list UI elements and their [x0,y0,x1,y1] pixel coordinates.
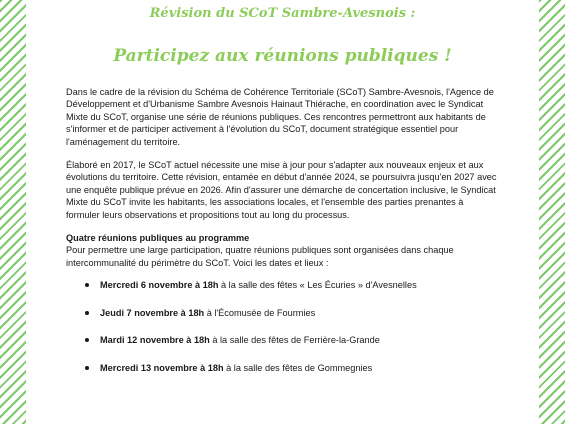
list-item [66,307,499,319]
intro-paragraph-2: Élaboré en 2017, le SCoT actuel nécessite une mise à jour pour s'adapter aux nouveaux enjeux et aux évolutions du territoire. Cette révision, entamée en début d'année 2024, se poursuivra jusqu'en 2027 avec une enquête publique prévue en 2026. Afin d'assurer une démarche de concertation inclusive, le Syndicat Mixte du SCoT invite les habitants, les associations locales, et l'ensemble des parties prenantes à formuler leurs observations et propositions tout au long du processus. [66,160,497,220]
list-item [66,334,499,346]
left-decorative-stripe [0,0,26,424]
meeting-date: Mercredi 13 novembre à 18h [100,362,224,373]
list-item [66,279,499,291]
meeting-place: à la salle des fêtes « Les Écuries » d'Avesnelles [218,280,417,291]
document-subtitle: Participez aux réunions publiques ! [113,46,452,66]
meeting-date: Jeudi 7 novembre à 18h [100,307,205,318]
meeting-place: à l'Écomusée de Fourmies [204,307,316,318]
right-decorative-stripe [539,0,565,424]
intro-paragraph-1: Dans le cadre de la révision du Schéma de Cohérence Territoriale (SCoT) Sambre-Avesnois, l'Agence de Développement et d'Urbanisme Sambre Avesnois Hainaut Thiérache, en coordination avec le Syndicat Mixte du SCoT, organise une série de réunions publiques. Ces rencontres permettront aux habitants de s'informer et de participer activement à l'évolution du SCoT, document stratégique essentiel pour l'aménagement du territoire. [66,87,494,147]
meeting-place: à la salle des fêtes de Ferrière-la-Grande [209,335,380,346]
list-item [66,362,499,374]
meetings-intro: Pour permettre une large participation, quatre réunions publiques sont organisées dans chaque intercommunalité du périmètre du SCoT. Voici les dates et lieux : [66,245,454,268]
meeting-date: Mercredi 6 novembre à 18h [100,280,219,291]
document-title: Révision du SCoT Sambre-Avesnois : [149,6,416,21]
document-body [66,86,499,389]
meetings-section-title: Quatre réunions publiques au programme [66,233,250,244]
meetings-list [66,279,499,374]
document-page [66,0,499,424]
meeting-date: Mardi 12 novembre à 18h [100,335,210,346]
meeting-place: à la salle des fêtes de Gommegnies [223,362,373,373]
